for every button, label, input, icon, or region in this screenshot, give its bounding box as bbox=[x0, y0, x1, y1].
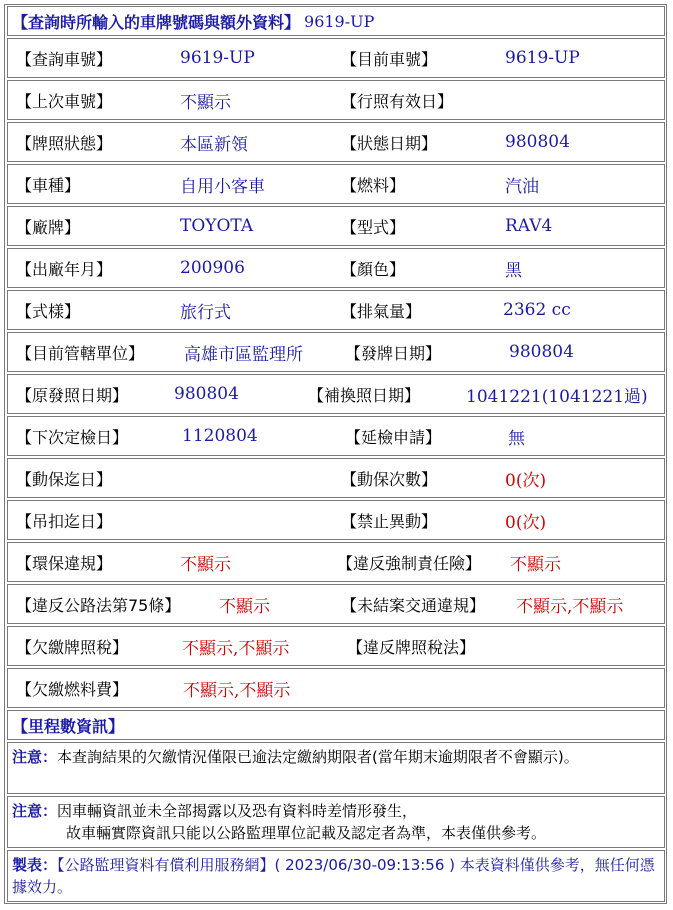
row-original-license-date bbox=[7, 374, 665, 414]
model-label: 【型式】 bbox=[341, 217, 406, 237]
vehicle-type-label: 【車種】 bbox=[16, 175, 81, 195]
note-2-line-2: 故車輛實際資訊只能以公路監理單位記載及認定者為準，本表僅供參考。 bbox=[66, 824, 547, 842]
transfer-prohibited-value: 0(次) bbox=[505, 512, 547, 533]
next-inspection-label: 【下次定檢日】 bbox=[16, 427, 129, 447]
note-2-line-1: 因車輛資訊並未全部揭露以及恐有資料時差情形發生， bbox=[57, 802, 418, 820]
unpaid-fuel-fee-label: 【欠繳燃料費】 bbox=[16, 679, 129, 699]
row-plate-status bbox=[7, 122, 665, 162]
row-body-style bbox=[7, 290, 665, 330]
status-date-value: 980804 bbox=[505, 132, 570, 152]
environmental-violation-value: 不顯示 bbox=[180, 554, 231, 575]
brand-value: TOYOTA bbox=[180, 216, 254, 236]
brand-label: 【廠牌】 bbox=[16, 217, 81, 237]
inspection-extension-value: 無 bbox=[508, 428, 525, 449]
jurisdiction-label: 【目前管轄單位】 bbox=[16, 343, 145, 363]
row-brand bbox=[7, 206, 665, 246]
open-traffic-violation-value: 不顯示,不顯示 bbox=[516, 596, 624, 617]
note-1-label: 注意： bbox=[12, 748, 58, 766]
highway-act-violation-label: 【違反公路法第75條】 bbox=[16, 595, 181, 615]
suspension-end-label: 【吊扣迄日】 bbox=[16, 511, 113, 531]
plate-issue-date-value: 980804 bbox=[509, 342, 574, 362]
jurisdiction-value: 高雄市區監理所 bbox=[184, 344, 303, 365]
next-inspection-value: 1120804 bbox=[182, 426, 258, 446]
environmental-violation-label: 【環保違規】 bbox=[16, 553, 113, 573]
row-vehicle-type bbox=[7, 164, 665, 204]
chattel-mortgage-end-label: 【動保迄日】 bbox=[16, 469, 113, 489]
current-plate-value: 9619-UP bbox=[505, 48, 580, 68]
fuel-value: 汽油 bbox=[505, 176, 539, 197]
replacement-license-date-label: 【補換照日期】 bbox=[308, 385, 421, 405]
model-value: RAV4 bbox=[505, 216, 553, 236]
note-1-row bbox=[7, 742, 665, 794]
row-chattel-mortgage bbox=[7, 458, 665, 498]
mileage-title: 【里程數資訊】 bbox=[12, 716, 125, 736]
row-manufacture-date bbox=[7, 248, 665, 288]
transfer-prohibited-label: 【禁止異動】 bbox=[341, 511, 438, 531]
note-1-text: 本查詢結果的欠繳情況僅限已逾法定繳納期限者(當年期末逾期限者不會顯示)。 bbox=[57, 748, 579, 766]
manufacture-date-label: 【出廠年月】 bbox=[16, 259, 113, 279]
color-label: 【顏色】 bbox=[341, 259, 406, 279]
note-3-row bbox=[7, 850, 665, 902]
note-1 bbox=[12, 746, 660, 768]
displacement-value: 2362 cc bbox=[503, 300, 571, 320]
status-date-label: 【狀態日期】 bbox=[341, 133, 438, 153]
original-license-date-value: 980804 bbox=[174, 384, 239, 404]
fuel-label: 【燃料】 bbox=[341, 175, 406, 195]
row-plate-number bbox=[7, 38, 665, 78]
highway-act-violation-value: 不顯示 bbox=[219, 596, 270, 617]
insurance-violation-label: 【違反強制責任險】 bbox=[337, 553, 482, 573]
body-style-label: 【式樣】 bbox=[16, 301, 81, 321]
replacement-license-date-value: 1041221(1041221過) bbox=[466, 386, 648, 407]
header-title: 【查詢時所輸入的車牌號碼與額外資料】 bbox=[12, 12, 301, 32]
open-traffic-violation-label: 【未結案交通違規】 bbox=[341, 595, 486, 615]
note-3 bbox=[12, 854, 660, 898]
license-tax-violation-label: 【違反牌照稅法】 bbox=[347, 637, 476, 657]
color-value: 黑 bbox=[505, 260, 522, 281]
original-license-date-label: 【原發照日期】 bbox=[16, 385, 129, 405]
previous-plate-value: 不顯示 bbox=[180, 92, 231, 113]
insurance-violation-value: 不顯示 bbox=[510, 554, 561, 575]
unpaid-license-tax-label: 【欠繳牌照稅】 bbox=[16, 637, 129, 657]
note-2-label: 注意： bbox=[12, 802, 58, 820]
query-plate-label: 【查詢車號】 bbox=[16, 49, 113, 69]
note-2 bbox=[12, 800, 660, 844]
row-environmental bbox=[7, 542, 665, 582]
unpaid-fuel-fee-value: 不顯示,不顯示 bbox=[183, 680, 291, 701]
row-jurisdiction bbox=[7, 332, 665, 372]
plate-issue-date-label: 【發牌日期】 bbox=[345, 343, 442, 363]
inspection-extension-label: 【延檢申請】 bbox=[345, 427, 442, 447]
row-fuel-fee bbox=[7, 668, 665, 708]
plate-status-label: 【牌照狀態】 bbox=[16, 133, 113, 153]
header-row bbox=[7, 6, 665, 36]
row-previous-plate bbox=[7, 80, 665, 120]
query-plate-value: 9619-UP bbox=[180, 48, 255, 68]
row-suspension bbox=[7, 500, 665, 540]
row-license-tax bbox=[7, 626, 665, 666]
mileage-row bbox=[7, 710, 665, 740]
current-plate-label: 【目前車號】 bbox=[341, 49, 438, 69]
unpaid-license-tax-value: 不顯示,不顯示 bbox=[182, 638, 290, 659]
header-plate: 9619-UP bbox=[304, 11, 375, 31]
note-2-row bbox=[7, 796, 665, 848]
displacement-label: 【排氣量】 bbox=[341, 301, 422, 321]
body-style-value: 旅行式 bbox=[180, 302, 231, 323]
license-valid-label: 【行照有效日】 bbox=[341, 91, 454, 111]
row-next-inspection bbox=[7, 416, 665, 456]
previous-plate-label: 【上次車號】 bbox=[16, 91, 113, 111]
note-3-text: 【公路監理資料有償利用服務網】( 2023/06/30-09:13:56 ) 本表資料僅供參考，無任何憑據效力。 bbox=[12, 856, 655, 896]
manufacture-date-value: 200906 bbox=[180, 258, 245, 278]
note-3-label: 製表： bbox=[12, 856, 58, 874]
chattel-mortgage-count-value: 0(次) bbox=[505, 470, 547, 491]
plate-status-value: 本區新領 bbox=[180, 134, 248, 155]
vehicle-type-value: 自用小客車 bbox=[180, 176, 265, 197]
row-highway-act bbox=[7, 584, 665, 624]
chattel-mortgage-count-label: 【動保次數】 bbox=[341, 469, 438, 489]
